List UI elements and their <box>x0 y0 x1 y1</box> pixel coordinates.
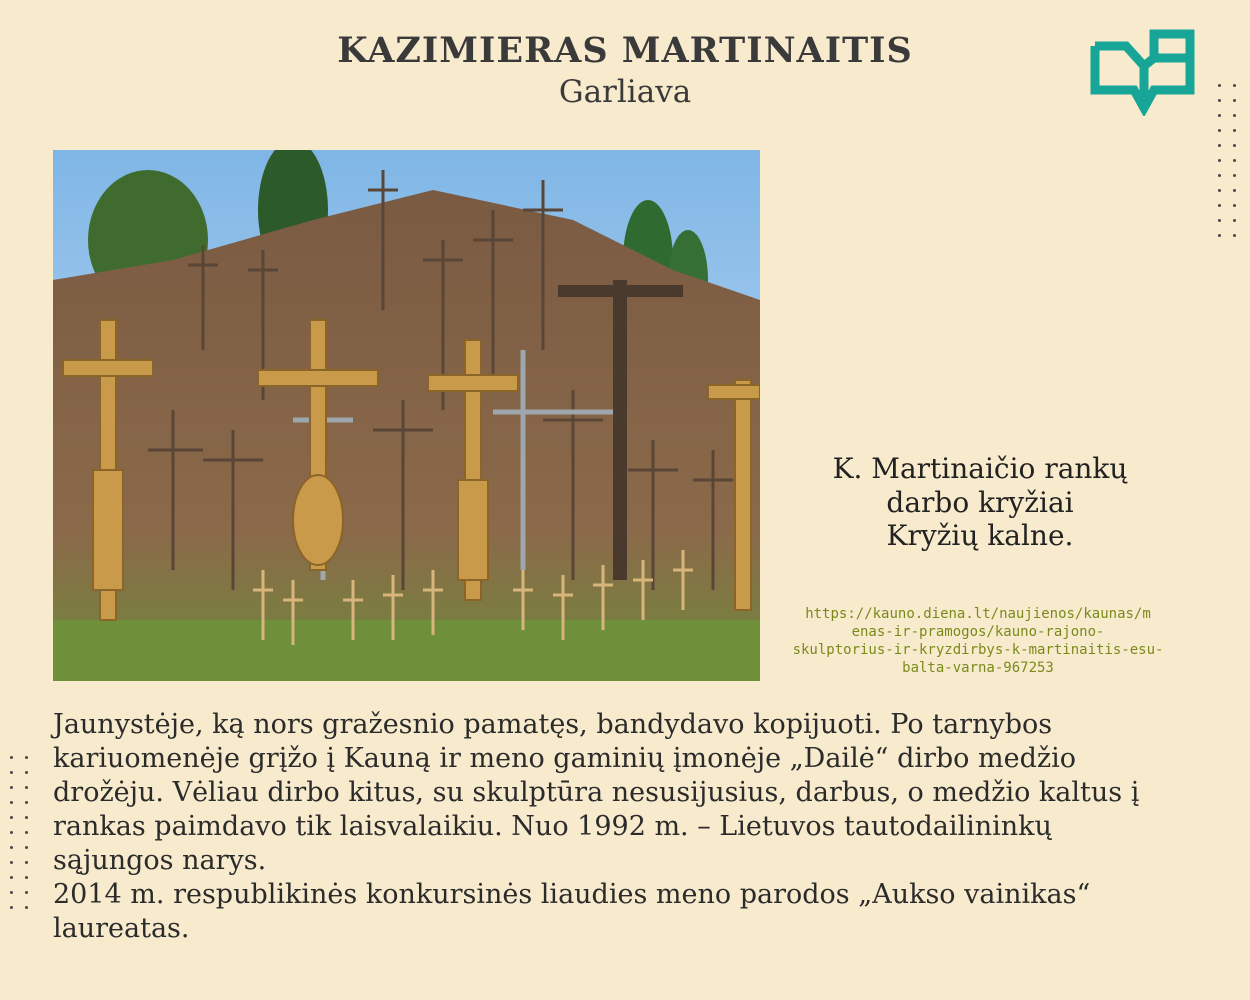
page-subtitle: Garliava <box>558 74 692 110</box>
caption-line: Kryžių kalne. <box>886 519 1074 553</box>
decorative-dot <box>1218 99 1221 102</box>
decorative-dot <box>25 771 28 774</box>
open-book-logo-icon <box>1090 28 1198 116</box>
decorative-dot <box>25 756 28 759</box>
decorative-dot <box>1218 234 1221 237</box>
decorative-dot <box>1218 84 1221 87</box>
page-title: KAZIMIERAS MARTINAITIS <box>337 30 913 71</box>
source-link[interactable] <box>783 605 1173 677</box>
decorative-dot <box>10 786 13 789</box>
decorative-dot <box>1218 114 1221 117</box>
decorative-dot <box>1218 159 1221 162</box>
decorative-dot <box>25 801 28 804</box>
decorative-dot <box>1218 219 1221 222</box>
caption-line: K. Martinaičio rankų <box>832 452 1128 485</box>
decorative-dot <box>10 891 13 894</box>
decorative-dot <box>25 831 28 834</box>
decorative-dot <box>10 861 13 864</box>
source-link-line[interactable]: balta-varna-967253 <box>902 660 1054 676</box>
body-line: rankas paimdavo tik laisvalaikiu. Nuo 1992 m. – Lietuvos tautodailininkų <box>53 811 1052 842</box>
decorative-dot <box>25 891 28 894</box>
decorative-dot <box>10 846 13 849</box>
decorative-dot <box>25 786 28 789</box>
photo-crosses <box>53 150 760 681</box>
decorative-dot <box>1233 204 1236 207</box>
decorative-dot <box>1218 204 1221 207</box>
decorative-dot <box>1218 144 1221 147</box>
decorative-dot <box>10 876 13 879</box>
decorative-dot <box>1218 174 1221 177</box>
decorative-dot <box>1233 129 1236 132</box>
decorative-dot <box>1233 189 1236 192</box>
caption-line: darbo kryžiai <box>886 485 1074 519</box>
decorative-dot <box>10 756 13 759</box>
source-link-line[interactable]: enas-ir-pramogos/kauno-rajono- <box>851 624 1105 640</box>
body-line: kariuomenėje grįžo į Kauną ir meno gaminių įmonėje „Dailė“ dirbo medžio <box>53 743 1076 774</box>
decorative-dot <box>25 846 28 849</box>
decorative-dot <box>25 861 28 864</box>
decorative-dot <box>1233 84 1236 87</box>
decorative-dot <box>10 906 13 909</box>
decorative-dot <box>1233 219 1236 222</box>
body-line: sąjungos narys. <box>53 845 267 876</box>
photo-caption <box>790 452 1170 553</box>
source-link-line[interactable]: https://kauno.diena.lt/naujienos/kaunas/m <box>805 606 1151 622</box>
decorative-dot <box>1233 99 1236 102</box>
biography-text <box>53 708 1223 946</box>
decorative-dot <box>10 831 13 834</box>
body-line: laureatas. <box>53 913 190 944</box>
decorative-dot <box>10 816 13 819</box>
body-line: drožėju. Vėliau dirbo kitus, su skulptūra nesusijusius, darbus, o medžio kaltus į <box>53 777 1140 808</box>
decorative-dot <box>25 876 28 879</box>
decorative-dot <box>25 906 28 909</box>
decorative-dot <box>25 816 28 819</box>
body-line: Jaunystėje, ką nors gražesnio pamatęs, bandydavo kopijuoti. Po tarnybos <box>53 709 1053 740</box>
decorative-dot <box>1233 114 1236 117</box>
decorative-dot <box>10 771 13 774</box>
decorative-dot <box>1218 129 1221 132</box>
body-line: 2014 m. respublikinės konkursinės liaudies meno parodos „Aukso vainikas“ <box>53 879 1091 910</box>
decorative-dot <box>10 801 13 804</box>
decorative-dot <box>1233 159 1236 162</box>
decorative-dot <box>1233 174 1236 177</box>
decorative-dot <box>1233 144 1236 147</box>
decorative-dot <box>1233 234 1236 237</box>
source-link-line[interactable]: skulptorius-ir-kryzdirbys-k-martinaitis-esu- <box>792 642 1164 658</box>
decorative-dot <box>1218 189 1221 192</box>
